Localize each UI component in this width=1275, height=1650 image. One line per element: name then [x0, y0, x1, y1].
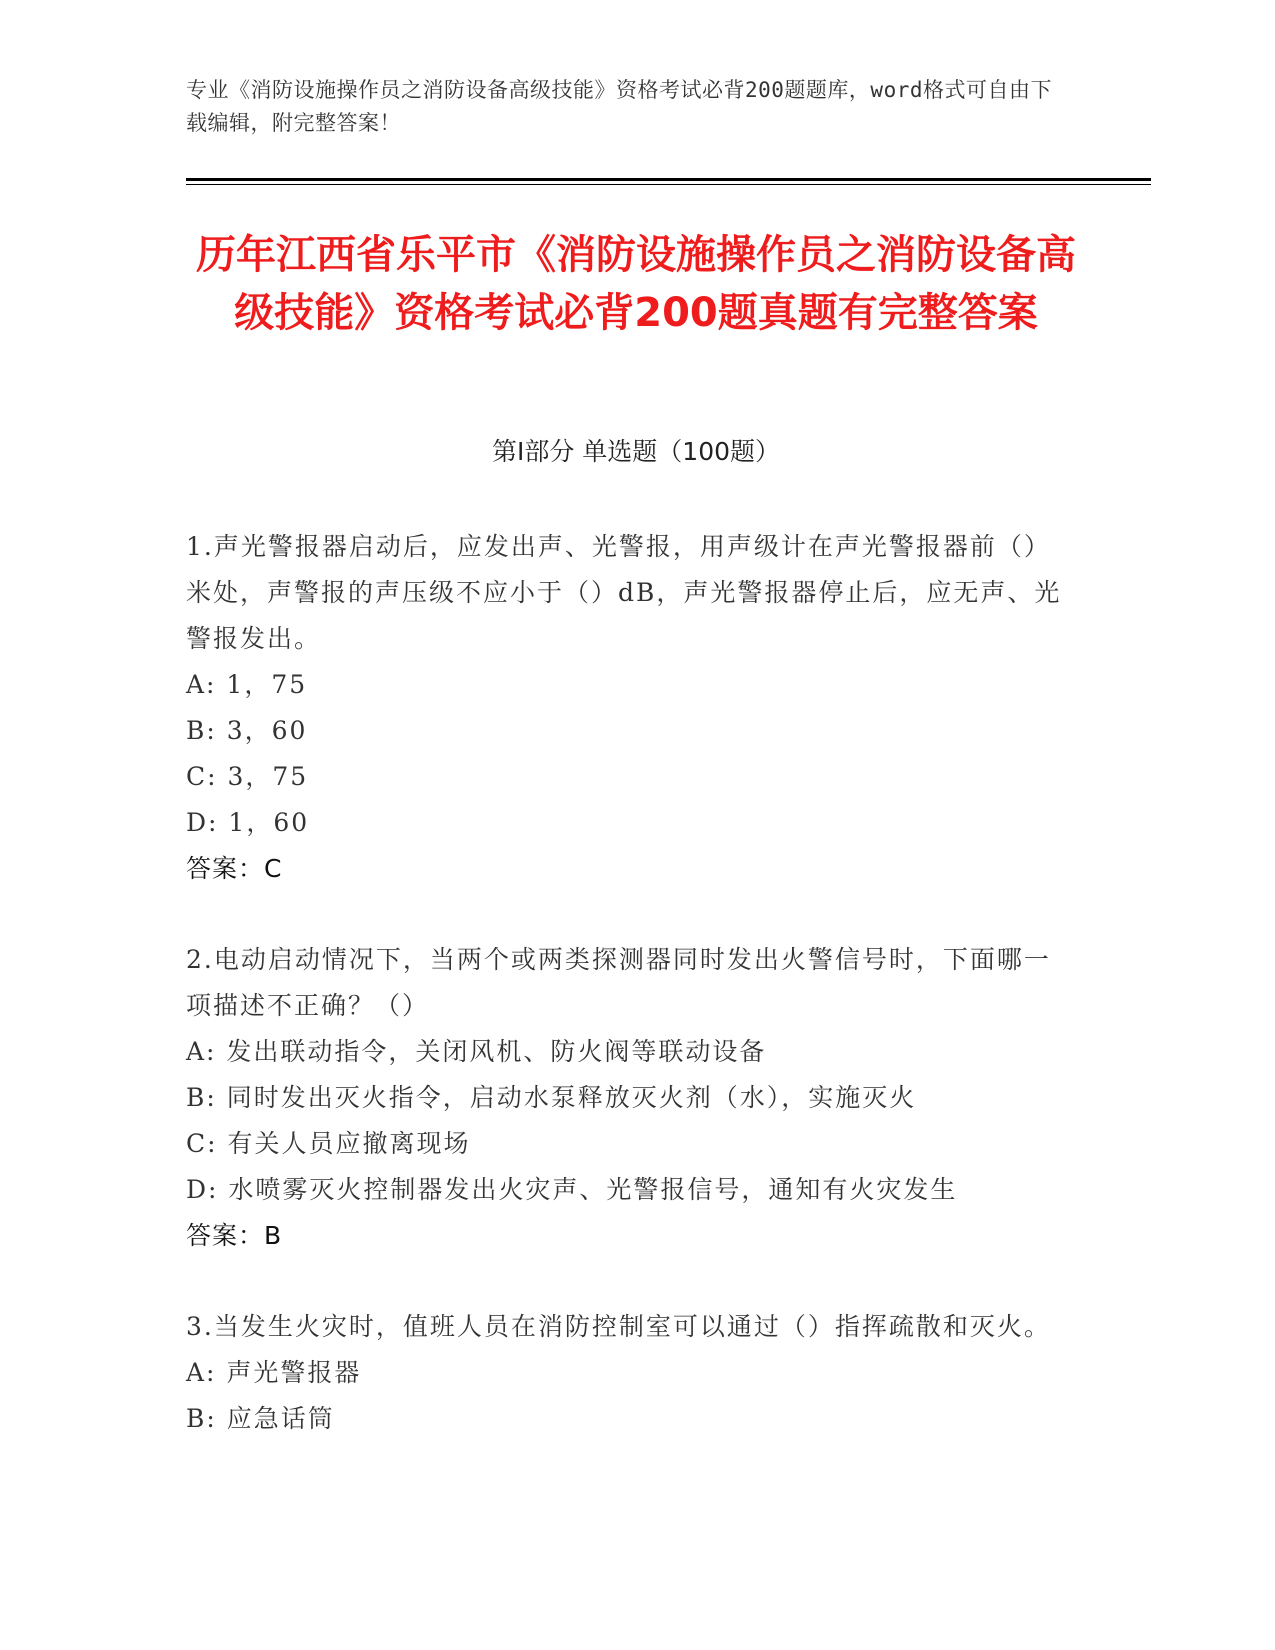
question-3: [186, 1304, 1066, 1442]
answer-line: [186, 1213, 1066, 1259]
answer-line: [186, 846, 1066, 892]
option-a: A: 声光警报器: [186, 1358, 362, 1387]
question-2: [186, 937, 1066, 1259]
question-stem: 2.电动启动情况下，当两个或两类探测器同时发出火警信号时，下面哪一项描述不正确？（）: [186, 945, 1051, 1020]
question-stem: 3.当发生火灾时，值班人员在消防控制室可以通过（）指挥疏散和灭火。: [186, 1312, 1051, 1341]
option-c: C: 3，75: [186, 762, 309, 791]
document-title: 历年江西省乐平市《消防设施操作员之消防设备高级技能》资格考试必背200题真题有完整答案: [196, 232, 1076, 336]
answer-value: C: [264, 854, 282, 883]
option-d: D: 1，60: [186, 808, 310, 837]
option-b: B: 3，60: [186, 716, 308, 745]
question-list: [186, 524, 1066, 1487]
header-rule-thick: [186, 178, 1151, 181]
answer-value: B: [264, 1221, 282, 1250]
option-d: D: 水喷雾灭火控制器发出火灾声、光警报信号，通知有火灾发生: [186, 1175, 958, 1204]
option-b: B: 同时发出灭火指令，启动水泵释放灭火剂（水），实施灭火: [186, 1083, 917, 1112]
question-1: [186, 524, 1066, 892]
header-rule-thin: [186, 184, 1151, 185]
question-stem: 1.声光警报器启动后，应发出声、光警报，用声级计在声光警报器前（）米处，声警报的声压级不应小于（）dB，声光警报器停止后，应无声、光警报发出。: [186, 532, 1062, 653]
answer-label: 答案：: [186, 1221, 265, 1250]
option-c: C: 有关人员应撤离现场: [186, 1129, 471, 1158]
option-a: A: 发出联动指令，关闭风机、防火阀等联动设备: [186, 1037, 767, 1066]
section-title: 第I部分 单选题（100题）: [491, 437, 781, 466]
option-b: B: 应急话筒: [186, 1404, 335, 1433]
header-note: 专业《消防设施操作员之消防设备高级技能》资格考试必背200题题库，word格式可自由下载编辑，附完整答案！: [186, 78, 1052, 135]
option-a: A: 1，75: [186, 670, 308, 699]
answer-label: 答案：: [186, 854, 265, 883]
